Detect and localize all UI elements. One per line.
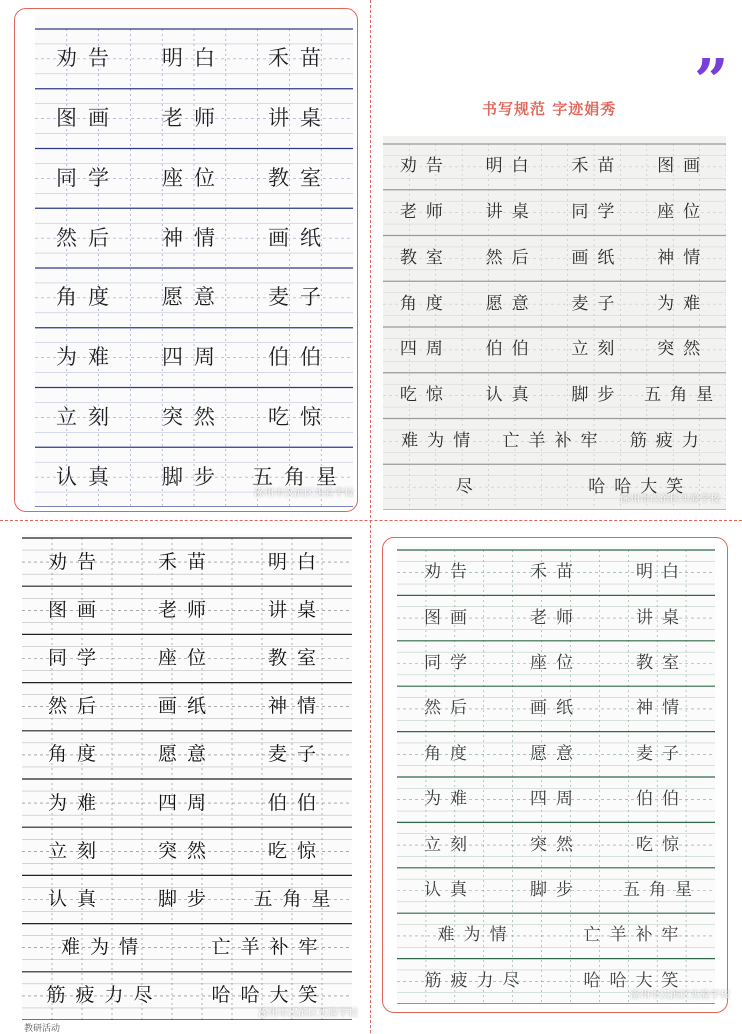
writing-row	[383, 144, 726, 190]
writing-row	[22, 586, 352, 634]
word-cell	[469, 236, 555, 282]
word-cell	[397, 595, 503, 640]
writing-row	[383, 190, 726, 236]
word-cell	[397, 959, 556, 1004]
handwritten-word: 亡羊补牢	[211, 936, 328, 959]
handwritten-word: 麦子	[636, 743, 688, 764]
word-cell	[383, 373, 469, 419]
word-cell	[503, 868, 609, 913]
handwritten-word: 五角星	[252, 464, 348, 489]
writing-row	[397, 595, 715, 640]
handwritten-word: 神情	[162, 225, 226, 250]
word-cell	[132, 827, 242, 875]
handwritten-word: 伯伯	[268, 345, 332, 370]
handwritten-word: 突然	[157, 839, 216, 862]
word-cell	[503, 595, 609, 640]
handwritten-word: 座位	[657, 202, 710, 223]
handwritten-word: 亡羊补牢	[502, 430, 607, 451]
word-cell	[383, 419, 497, 465]
handwritten-word: 四周	[530, 789, 582, 810]
word-cell	[609, 777, 715, 822]
handwritten-word: 立刻	[47, 839, 106, 862]
handwritten-word: 老师	[399, 202, 452, 223]
watermark-1: 涿州市汉滨区实验学校	[254, 488, 354, 499]
handwritten-word: 同学	[424, 652, 476, 673]
handwritten-word: 哈哈大笑	[583, 970, 688, 991]
word-cell	[242, 875, 352, 923]
word-cell	[22, 731, 132, 779]
word-cell	[383, 464, 555, 510]
writing-row	[397, 686, 715, 731]
word-cell	[609, 550, 715, 595]
word-cell	[469, 281, 555, 327]
handwritten-word: 认真	[56, 464, 120, 489]
writing-sample-2	[383, 136, 726, 510]
word-cell	[383, 236, 469, 282]
word-cell	[141, 89, 247, 149]
handwritten-word: 立刻	[424, 834, 476, 855]
word-cell	[132, 586, 242, 634]
word-cell	[640, 236, 726, 282]
handwritten-word: 讲桌	[485, 202, 538, 223]
word-cell	[247, 29, 353, 89]
word-cell	[555, 236, 641, 282]
handwritten-word: 为难	[424, 789, 476, 810]
handwritten-word: 筋疲力尽	[46, 984, 163, 1007]
word-cell	[132, 538, 242, 586]
writing-row	[22, 924, 352, 972]
handwritten-word: 吃惊	[399, 385, 452, 406]
word-cell	[383, 190, 469, 236]
word-cell	[640, 281, 726, 327]
writing-row	[383, 236, 726, 282]
handwritten-word: 同学	[571, 202, 624, 223]
word-cell	[609, 595, 715, 640]
word-cell	[609, 641, 715, 686]
watermark-2: 涿州市汉滨区实验学校	[620, 494, 720, 505]
word-cell	[640, 144, 726, 190]
word-cell	[469, 144, 555, 190]
handwritten-word: 伯伯	[485, 339, 538, 360]
handwritten-word: 突然	[162, 404, 226, 429]
handwritten-word: 五角星	[253, 887, 341, 910]
word-cell	[556, 913, 715, 958]
writing-row	[22, 538, 352, 586]
word-cell	[242, 731, 352, 779]
handwritten-word: 亡羊补牢	[583, 925, 688, 946]
handwritten-word: 为难	[657, 293, 710, 314]
handwritten-word: 座位	[157, 646, 216, 669]
handwritten-word: 劝告	[424, 562, 476, 583]
writing-row	[383, 327, 726, 373]
writing-row	[397, 550, 715, 595]
handwritten-word: 座位	[162, 165, 226, 190]
word-cell	[469, 327, 555, 373]
word-cell	[612, 419, 726, 465]
writing-row	[22, 634, 352, 682]
writing-row	[35, 208, 353, 268]
word-cell	[242, 586, 352, 634]
handwritten-word: 筋疲力尽	[424, 970, 529, 991]
handwritten-word: 筋疲力	[629, 430, 708, 451]
handwritten-word: 为难	[56, 345, 120, 370]
handwritten-word: 图画	[424, 607, 476, 628]
handwritten-word: 认真	[485, 385, 538, 406]
writing-row	[397, 822, 715, 867]
word-cell	[555, 373, 641, 419]
word-cell	[609, 868, 715, 913]
word-cell	[640, 327, 726, 373]
word-cell	[397, 732, 503, 777]
vertical-divider	[370, 0, 371, 1033]
writing-row	[22, 875, 352, 923]
word-cell	[141, 447, 247, 507]
handwritten-word: 难为情	[60, 936, 148, 959]
word-cell	[141, 29, 247, 89]
writing-row	[22, 731, 352, 779]
handwritten-word: 吃惊	[268, 404, 332, 429]
writing-row	[35, 388, 353, 448]
handwritten-word: 明白	[636, 562, 688, 583]
handwritten-word: 讲桌	[267, 598, 326, 621]
handwritten-word: 神情	[636, 698, 688, 719]
handwritten-word: 角度	[424, 743, 476, 764]
writing-row	[22, 779, 352, 827]
writing-sample-1	[35, 15, 353, 507]
handwritten-word: 老师	[157, 598, 216, 621]
word-cell	[397, 822, 503, 867]
writing-row	[35, 328, 353, 388]
handwritten-word: 教室	[636, 652, 688, 673]
handwritten-word: 然后	[485, 247, 538, 268]
handwritten-word: 画纸	[268, 225, 332, 250]
word-cell	[242, 538, 352, 586]
word-cell	[141, 328, 247, 388]
handwritten-word: 愿意	[530, 743, 582, 764]
word-cell	[132, 634, 242, 682]
handwritten-word: 麦子	[571, 293, 624, 314]
handwritten-word: 为难	[47, 791, 106, 814]
word-cell	[22, 875, 132, 923]
handwritten-word: 教室	[268, 165, 332, 190]
word-cell	[397, 641, 503, 686]
handwritten-word: 座位	[530, 652, 582, 673]
handwritten-word: 教室	[399, 247, 452, 268]
handwritten-word: 认真	[47, 887, 106, 910]
handwritten-word: 伯伯	[267, 791, 326, 814]
word-cell	[22, 634, 132, 682]
word-cell	[132, 779, 242, 827]
writing-sample-4	[397, 546, 715, 1004]
writing-row	[383, 373, 726, 419]
writing-sample-1-frame	[14, 8, 358, 512]
handwritten-word: 然后	[56, 225, 120, 250]
writing-sample-3	[22, 534, 352, 1020]
handwritten-word: 图画	[47, 598, 106, 621]
word-cell	[469, 373, 555, 419]
word-cell	[503, 732, 609, 777]
word-cell	[242, 779, 352, 827]
word-cell	[35, 89, 141, 149]
handwritten-word: 尽	[455, 476, 482, 497]
horizontal-divider	[0, 520, 742, 521]
writing-row	[22, 827, 352, 875]
handwritten-word: 画纸	[157, 695, 216, 718]
writing-row	[397, 913, 715, 958]
word-cell	[640, 190, 726, 236]
handwritten-word: 麦子	[267, 743, 326, 766]
handwritten-word: 四周	[399, 339, 452, 360]
handwritten-word: 四周	[157, 791, 216, 814]
handwritten-word: 图画	[657, 156, 710, 177]
handwritten-word: 脚步	[162, 464, 226, 489]
word-cell	[22, 538, 132, 586]
handwritten-word: 脚步	[571, 385, 624, 406]
word-cell	[35, 447, 141, 507]
handwritten-word: 哈哈大笑	[211, 984, 328, 1007]
word-cell	[503, 550, 609, 595]
word-cell	[141, 388, 247, 448]
word-cell	[609, 822, 715, 867]
word-cell	[609, 686, 715, 731]
word-cell	[242, 634, 352, 682]
handwritten-word: 画纸	[530, 698, 582, 719]
handwritten-word: 然后	[47, 695, 106, 718]
word-cell	[247, 328, 353, 388]
word-cell	[383, 281, 469, 327]
writing-row	[35, 149, 353, 209]
handwritten-word: 脚步	[157, 887, 216, 910]
handwritten-word: 图画	[56, 106, 120, 131]
word-cell	[141, 268, 247, 328]
word-cell	[242, 827, 352, 875]
word-cell	[397, 550, 503, 595]
word-cell	[555, 327, 641, 373]
handwritten-word: 禾苗	[268, 46, 332, 71]
word-cell	[35, 268, 141, 328]
word-cell	[247, 208, 353, 268]
word-cell	[555, 144, 641, 190]
word-cell	[383, 144, 469, 190]
word-cell	[141, 149, 247, 209]
handwritten-word: 然后	[424, 698, 476, 719]
word-cell	[503, 822, 609, 867]
word-cell	[397, 686, 503, 731]
writing-row	[397, 777, 715, 822]
word-cell	[22, 827, 132, 875]
word-cell	[640, 373, 726, 419]
writing-row	[397, 868, 715, 913]
handwritten-word: 同学	[56, 165, 120, 190]
quote-mark-icon: ”	[694, 47, 729, 117]
handwritten-word: 角度	[47, 743, 106, 766]
word-cell	[242, 683, 352, 731]
handwritten-word: 立刻	[56, 404, 120, 429]
handwritten-word: 愿意	[485, 293, 538, 314]
word-cell	[503, 686, 609, 731]
word-cell	[22, 779, 132, 827]
word-cell	[469, 190, 555, 236]
word-cell	[497, 419, 611, 465]
handwritten-word: 突然	[657, 339, 710, 360]
word-cell	[247, 268, 353, 328]
word-cell	[132, 731, 242, 779]
handwritten-word: 角度	[399, 293, 452, 314]
writing-row	[35, 29, 353, 89]
handwritten-word: 认真	[424, 879, 476, 900]
word-cell	[397, 868, 503, 913]
handwritten-word: 同学	[47, 646, 106, 669]
word-cell	[503, 641, 609, 686]
word-cell	[22, 683, 132, 731]
handwritten-word: 角度	[56, 285, 120, 310]
writing-sample-4-frame	[382, 537, 728, 1013]
word-cell	[555, 190, 641, 236]
handwritten-word: 神情	[657, 247, 710, 268]
word-cell	[22, 972, 187, 1020]
handwritten-word: 愿意	[162, 285, 226, 310]
handwritten-word: 哈哈大笑	[588, 476, 693, 497]
word-cell	[35, 149, 141, 209]
handwritten-word: 脚步	[530, 879, 582, 900]
watermark-3: 涿州市汉滨区实验学校	[258, 1008, 358, 1019]
word-cell	[397, 777, 503, 822]
handwritten-word: 明白	[267, 550, 326, 573]
handwritten-word: 讲桌	[636, 607, 688, 628]
handwritten-word: 教室	[267, 646, 326, 669]
writing-row	[383, 419, 726, 465]
handwritten-word: 突然	[530, 834, 582, 855]
word-cell	[247, 89, 353, 149]
word-cell	[397, 913, 556, 958]
handwritten-word: 神情	[267, 695, 326, 718]
section-heading: 书写规范 字迹娟秀	[482, 100, 617, 118]
handwritten-word: 劝告	[399, 156, 452, 177]
handwritten-word: 立刻	[571, 339, 624, 360]
writing-row	[35, 268, 353, 328]
handwritten-word: 难为情	[437, 925, 516, 946]
word-cell	[609, 732, 715, 777]
word-cell	[132, 683, 242, 731]
word-cell	[141, 208, 247, 268]
handwritten-word: 吃惊	[267, 839, 326, 862]
handwritten-word: 麦子	[268, 285, 332, 310]
writing-row	[397, 641, 715, 686]
word-cell	[35, 208, 141, 268]
word-cell	[555, 281, 641, 327]
handwritten-word: 禾苗	[571, 156, 624, 177]
watermark-4: 涿州市汉滨区实验学校	[630, 990, 730, 1001]
handwritten-word: 难为情	[401, 430, 480, 451]
handwritten-word: 四周	[162, 345, 226, 370]
writing-row	[383, 281, 726, 327]
handwritten-word: 劝告	[56, 46, 120, 71]
word-cell	[247, 149, 353, 209]
handwritten-word: 吃惊	[636, 834, 688, 855]
handwritten-word: 伯伯	[636, 789, 688, 810]
word-cell	[35, 388, 141, 448]
writing-row	[397, 732, 715, 777]
handwritten-word: 愿意	[157, 743, 216, 766]
handwritten-word: 劝告	[47, 550, 106, 573]
word-cell	[22, 924, 187, 972]
handwritten-word: 老师	[530, 607, 582, 628]
word-cell	[187, 924, 352, 972]
writing-row	[35, 89, 353, 149]
word-cell	[247, 388, 353, 448]
word-cell	[132, 875, 242, 923]
word-cell	[35, 29, 141, 89]
handwritten-word: 讲桌	[268, 106, 332, 131]
handwritten-word: 画纸	[571, 247, 624, 268]
handwritten-word: 五角星	[644, 385, 723, 406]
handwritten-word: 五角星	[623, 879, 701, 900]
handwritten-word: 老师	[162, 106, 226, 131]
footer-fragment: 教研活动	[24, 1024, 61, 1034]
handwritten-word: 明白	[485, 156, 538, 177]
word-cell	[22, 586, 132, 634]
word-cell	[35, 328, 141, 388]
handwritten-word: 禾苗	[530, 562, 582, 583]
word-cell	[383, 327, 469, 373]
handwritten-word: 禾苗	[157, 550, 216, 573]
word-cell	[503, 777, 609, 822]
handwritten-word: 明白	[162, 46, 226, 71]
writing-row	[22, 683, 352, 731]
